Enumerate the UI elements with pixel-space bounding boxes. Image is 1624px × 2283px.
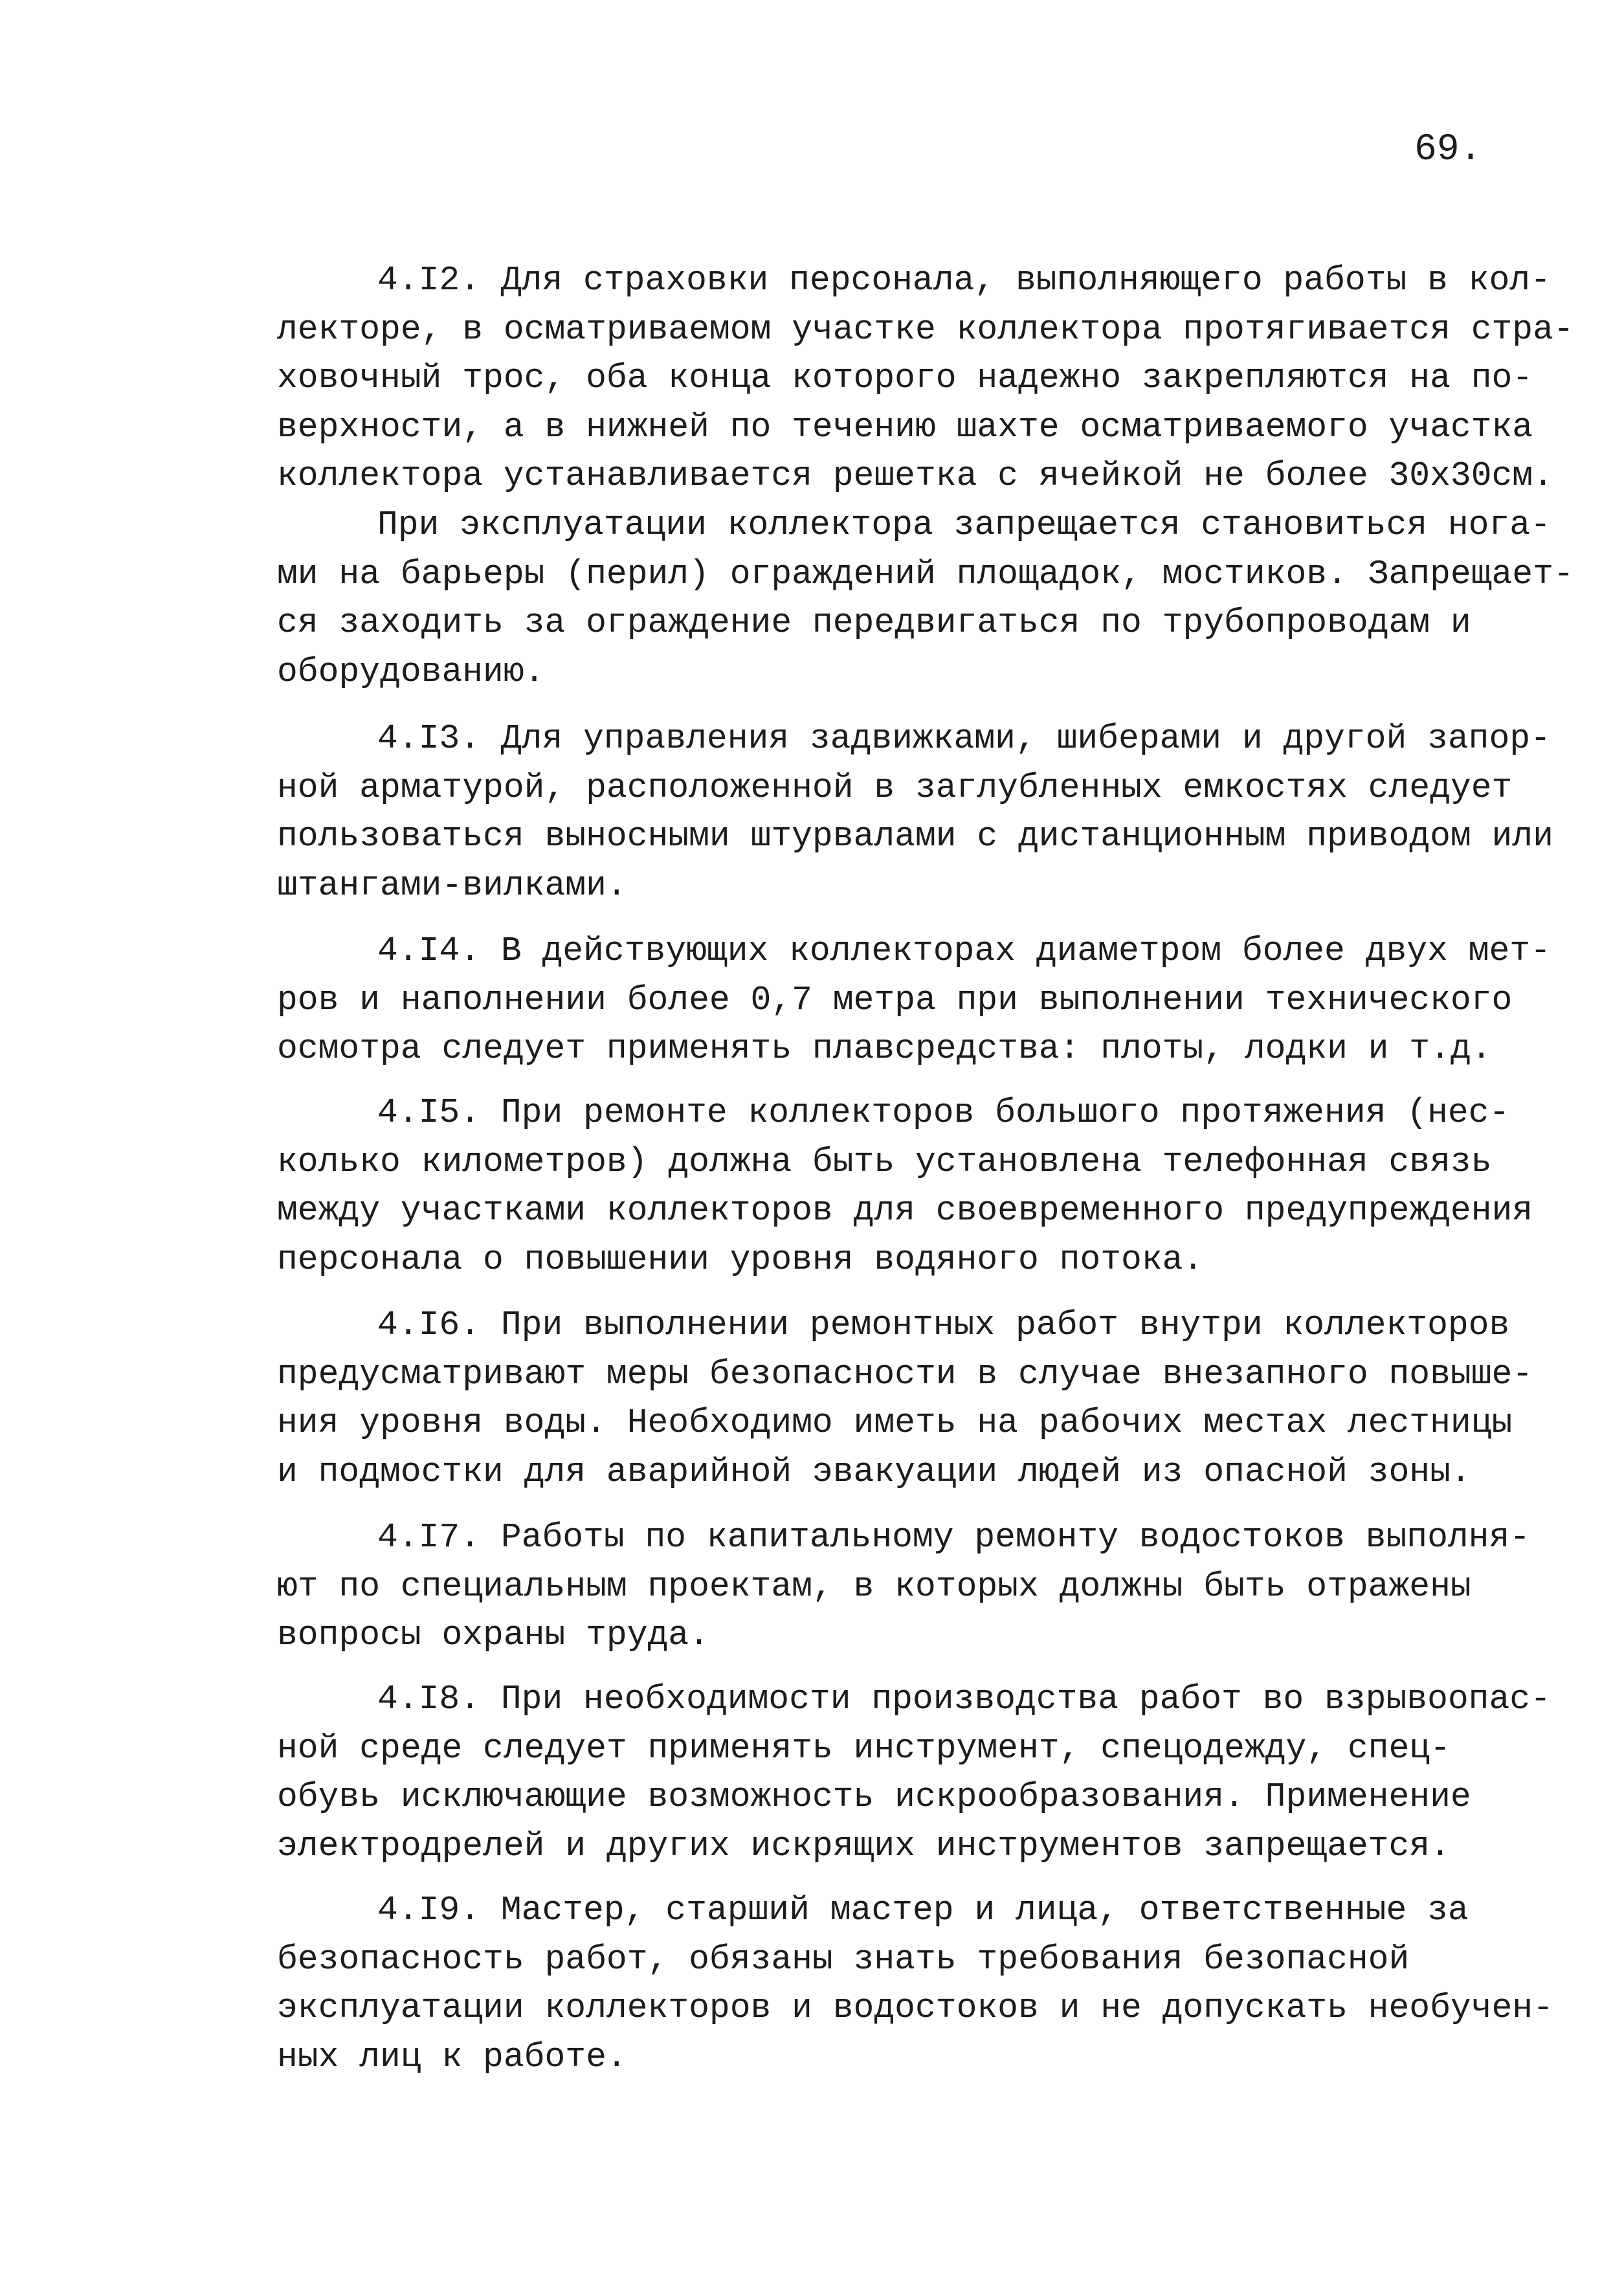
paragraph-4-16 bbox=[277, 1301, 1533, 1497]
text-line: обувь исключающие возможность искрообразования. Применение bbox=[277, 1777, 1471, 1816]
text-line: ной среде следует применять инструмент, спецодежду, спец- bbox=[277, 1728, 1451, 1768]
text-line: 4.I2. Для страховки персонала, выполняющего работы в кол- bbox=[377, 261, 1551, 300]
text-line: 4.I8. При необходимости производства работ во взрывоопас- bbox=[377, 1680, 1551, 1719]
paragraph-4-17 bbox=[277, 1513, 1530, 1660]
text-line: предусматривают меры безопасности в случае внезапного повыше- bbox=[277, 1354, 1533, 1394]
text-line: 4.I5. При ремонте коллекторов большого протяжения (нес- bbox=[377, 1093, 1510, 1132]
paragraph-4-12 bbox=[277, 256, 1574, 501]
paragraph-4-14 bbox=[277, 927, 1551, 1074]
text-line: пользоваться выносными штурвалами с дистанционным приводом или bbox=[277, 817, 1553, 856]
paragraph-4-15 bbox=[277, 1089, 1533, 1284]
text-line: безопасность работ, обязаны знать требования безопасной bbox=[277, 1939, 1410, 1979]
text-line: коллектора устанавливается решетка с ячейкой не более 30х30см. bbox=[277, 456, 1553, 495]
text-line: При эксплуатации коллектора запрещается становиться нога- bbox=[377, 506, 1551, 544]
text-line: между участками коллекторов для своевременного предупреждения bbox=[277, 1191, 1533, 1230]
text-line: ся заходить за ограждение передвигаться по трубопроводам и bbox=[277, 603, 1471, 642]
text-line: осмотра следует применять плавсредства: плоты, лодки и т.д. bbox=[277, 1029, 1492, 1068]
text-line: ных лиц к работе. bbox=[277, 2037, 627, 2077]
paragraph-4-19 bbox=[277, 1886, 1553, 2082]
text-line: ров и наполнении более 0,7 метра при выполнении технического bbox=[277, 980, 1513, 1019]
paragraph-4-13 bbox=[277, 715, 1553, 910]
text-line: лекторе, в осматриваемом участке коллектора протягивается стра- bbox=[277, 309, 1574, 349]
text-line: ния уровня воды. Необходимо иметь на рабочих местах лестницы bbox=[277, 1403, 1513, 1442]
text-line: персонала о повышении уровня водяного потока. bbox=[277, 1240, 1204, 1279]
text-line: штангами-вилками. bbox=[277, 865, 627, 905]
text-line: ми на барьеры (перил) ограждений площадок, мостиков. Запрещает- bbox=[277, 554, 1574, 594]
text-line: эксплуатации коллекторов и водостоков и не допускать необучен- bbox=[277, 1988, 1553, 2027]
text-line: вопросы охраны труда. bbox=[277, 1616, 709, 1654]
text-line: ют по специальным проектам, в которых должны быть отражены bbox=[277, 1566, 1471, 1606]
text-line: ховочный трос, оба конца которого надежно закрепляются на по- bbox=[277, 359, 1533, 397]
text-line: электродрелей и других искрящих инструментов запрещается. bbox=[277, 1826, 1451, 1865]
text-line: колько километров) должна быть установлена телефонная связь bbox=[277, 1142, 1492, 1181]
text-line: 4.I4. В действующих коллекторах диаметром более двух мет- bbox=[377, 931, 1551, 970]
text-line: 4.I7. Работы по капитальному ремонту водостоков выполня- bbox=[377, 1518, 1531, 1557]
paragraph-4-18 bbox=[277, 1675, 1551, 1871]
text-line: 4.I9. Мастер, старший мастер и лица, ответственные за bbox=[377, 1891, 1469, 1930]
text-line: верхности, а в нижней по течению шахте осматриваемого участка bbox=[277, 407, 1533, 447]
text-line: 4.I6. При выполнении ремонтных работ внутри коллекторов bbox=[377, 1306, 1510, 1344]
text-line: ной арматурой, расположенной в заглубленных емкостях следует bbox=[277, 768, 1513, 807]
text-line: и подмостки для аварийной эвакуации людей из опасной зоны. bbox=[277, 1452, 1471, 1491]
paragraph-exploitation bbox=[277, 501, 1574, 696]
text-line: оборудованию. bbox=[277, 652, 545, 691]
text-line: 4.I3. Для управления задвижками, шиберами и другой запор- bbox=[377, 719, 1551, 758]
page-number: 69. bbox=[1414, 129, 1482, 171]
